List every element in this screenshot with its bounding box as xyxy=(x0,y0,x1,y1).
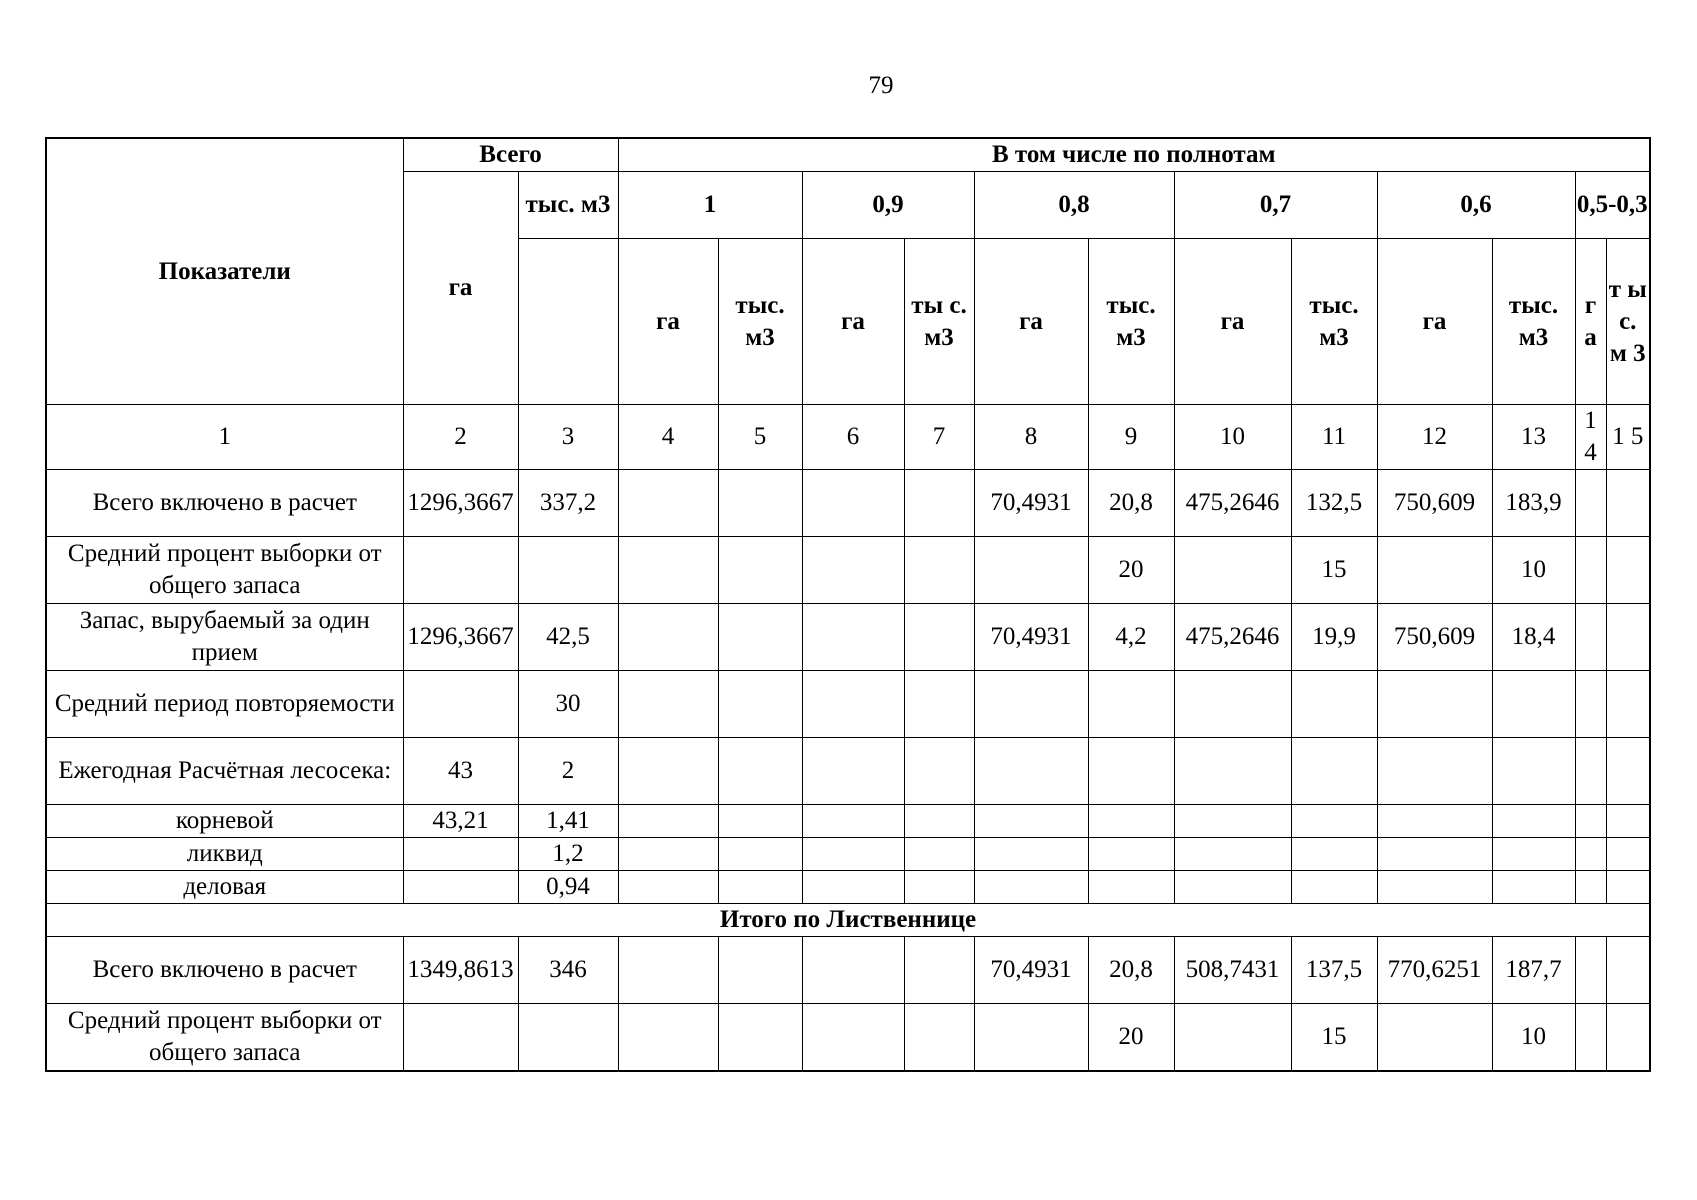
header-indicators: Показатели xyxy=(46,138,403,405)
table-cell xyxy=(904,738,974,805)
header-ha: га xyxy=(974,239,1088,405)
header-ha: га xyxy=(1174,239,1291,405)
row-label: Средний процент выборки от общего запаса xyxy=(46,537,403,604)
table-cell xyxy=(1606,937,1650,1004)
header-density-1: 1 xyxy=(618,172,802,239)
table-cell: 43 xyxy=(403,738,518,805)
header-total: Всего xyxy=(403,138,618,172)
table-cell xyxy=(403,838,518,871)
table-cell xyxy=(1291,671,1377,738)
table-cell xyxy=(618,871,718,904)
header-m3: ты с. м3 xyxy=(904,239,974,405)
table-cell: 4,2 xyxy=(1088,604,1174,671)
table-cell xyxy=(974,671,1088,738)
table-cell xyxy=(1377,1004,1492,1072)
table-cell: 20,8 xyxy=(1088,937,1174,1004)
column-number-row xyxy=(46,405,1650,470)
table-cell xyxy=(718,805,802,838)
header-empty-cell xyxy=(518,239,618,405)
table-cell: 20 xyxy=(1088,537,1174,604)
header-density-0-8: 0,8 xyxy=(974,172,1174,239)
allowable-cut-table xyxy=(45,137,1651,1072)
table-row xyxy=(46,537,1650,604)
table-cell xyxy=(1575,537,1606,604)
table-cell xyxy=(618,604,718,671)
column-number: 9 xyxy=(1088,405,1174,470)
table-cell xyxy=(618,738,718,805)
header-ha: га xyxy=(1377,239,1492,405)
table-cell xyxy=(1606,805,1650,838)
column-number: 2 xyxy=(403,405,518,470)
table-cell xyxy=(904,470,974,537)
table-cell: 2 xyxy=(518,738,618,805)
table-cell xyxy=(1606,1004,1650,1072)
table-cell xyxy=(718,671,802,738)
row-label: корневой xyxy=(46,805,403,838)
header-m3: тыс. м3 xyxy=(1291,239,1377,405)
table-cell: 132,5 xyxy=(1291,470,1377,537)
table-cell xyxy=(618,838,718,871)
table-cell xyxy=(1575,470,1606,537)
table-cell xyxy=(1088,738,1174,805)
table-cell xyxy=(904,604,974,671)
subtotal-row xyxy=(46,904,1650,937)
table-cell: 1,41 xyxy=(518,805,618,838)
table-cell xyxy=(1606,470,1650,537)
table-cell xyxy=(1291,805,1377,838)
table-cell xyxy=(974,738,1088,805)
header-density-0-7: 0,7 xyxy=(1174,172,1377,239)
table-cell: 30 xyxy=(518,671,618,738)
table-cell xyxy=(904,671,974,738)
table-cell xyxy=(1088,805,1174,838)
table-cell: 475,2646 xyxy=(1174,604,1291,671)
row-label: Средний период повторяемости xyxy=(46,671,403,738)
table-cell xyxy=(718,937,802,1004)
table-cell xyxy=(1291,871,1377,904)
header-density-0-5-0-3: 0,5-0,3 xyxy=(1575,172,1650,239)
table-cell xyxy=(1174,871,1291,904)
column-number: 10 xyxy=(1174,405,1291,470)
table-row xyxy=(46,838,1650,871)
table-cell xyxy=(403,537,518,604)
table-cell: 0,94 xyxy=(518,871,618,904)
column-number: 12 xyxy=(1377,405,1492,470)
table-cell xyxy=(802,604,904,671)
table-cell xyxy=(1377,738,1492,805)
header-m3: т ы с. м 3 xyxy=(1606,239,1650,405)
header-density-0-9: 0,9 xyxy=(802,172,974,239)
table-cell xyxy=(802,537,904,604)
table-cell xyxy=(974,805,1088,838)
table-cell xyxy=(618,937,718,1004)
table-cell xyxy=(718,470,802,537)
table-cell xyxy=(1575,1004,1606,1072)
table-cell: 70,4931 xyxy=(974,470,1088,537)
table-row xyxy=(46,671,1650,738)
table-cell: 346 xyxy=(518,937,618,1004)
table-row xyxy=(46,937,1650,1004)
table-cell xyxy=(1575,805,1606,838)
table-cell xyxy=(802,738,904,805)
table-cell xyxy=(1174,805,1291,838)
table-cell xyxy=(904,838,974,871)
table-cell xyxy=(1377,871,1492,904)
table-cell: 20 xyxy=(1088,1004,1174,1072)
subtotal-label: Итого по Лиственнице xyxy=(46,904,1650,937)
table-cell xyxy=(802,671,904,738)
table-cell: 15 xyxy=(1291,1004,1377,1072)
column-number: 4 xyxy=(618,405,718,470)
column-number: 1 xyxy=(46,405,403,470)
table-cell: 750,609 xyxy=(1377,470,1492,537)
header-total-m3: тыс. м3 xyxy=(518,172,618,239)
table-cell xyxy=(974,1004,1088,1072)
table-row xyxy=(46,1004,1650,1072)
column-number: 7 xyxy=(904,405,974,470)
table-cell: 508,7431 xyxy=(1174,937,1291,1004)
header-density-0-6: 0,6 xyxy=(1377,172,1575,239)
table-cell xyxy=(403,1004,518,1072)
table-cell xyxy=(618,537,718,604)
table-cell xyxy=(904,1004,974,1072)
table-cell xyxy=(1174,1004,1291,1072)
header-row-1 xyxy=(46,138,1650,172)
table-cell xyxy=(1606,738,1650,805)
table-cell xyxy=(1492,838,1575,871)
table-cell: 137,5 xyxy=(1291,937,1377,1004)
table-cell xyxy=(518,537,618,604)
header-ha: га xyxy=(802,239,904,405)
table-cell xyxy=(1575,671,1606,738)
table-cell xyxy=(802,838,904,871)
page-number: 79 xyxy=(868,72,894,99)
table-cell xyxy=(974,537,1088,604)
header-by-density: В том числе по полнотам xyxy=(618,138,1650,172)
table-cell xyxy=(1492,671,1575,738)
table-cell xyxy=(1575,604,1606,671)
table-cell xyxy=(618,470,718,537)
table-cell xyxy=(1606,671,1650,738)
table-cell xyxy=(1492,871,1575,904)
table-cell xyxy=(1174,738,1291,805)
row-label: Средний процент выборки от общего запаса xyxy=(46,1004,403,1072)
table-cell xyxy=(1606,604,1650,671)
column-number: 6 xyxy=(802,405,904,470)
table-cell xyxy=(802,871,904,904)
table-cell xyxy=(1575,937,1606,1004)
column-number: 8 xyxy=(974,405,1088,470)
table-cell xyxy=(974,838,1088,871)
table-cell xyxy=(1088,838,1174,871)
table-cell xyxy=(1575,838,1606,871)
table-cell xyxy=(1492,805,1575,838)
table-row xyxy=(46,470,1650,537)
table-cell: 1296,3667 xyxy=(403,470,518,537)
table-cell xyxy=(802,805,904,838)
header-m3: тыс. м3 xyxy=(1088,239,1174,405)
table-row xyxy=(46,738,1650,805)
table-cell: 42,5 xyxy=(518,604,618,671)
table-cell xyxy=(1174,671,1291,738)
header-ha: г а xyxy=(1575,239,1606,405)
table-cell xyxy=(1606,537,1650,604)
table-cell: 770,6251 xyxy=(1377,937,1492,1004)
table-cell: 70,4931 xyxy=(974,604,1088,671)
table-cell xyxy=(718,1004,802,1072)
table-cell xyxy=(718,871,802,904)
table-cell xyxy=(1377,838,1492,871)
table-cell: 70,4931 xyxy=(974,937,1088,1004)
table-cell xyxy=(1575,871,1606,904)
column-number: 11 xyxy=(1291,405,1377,470)
table-cell xyxy=(904,871,974,904)
header-ha: га xyxy=(618,239,718,405)
table-cell xyxy=(403,671,518,738)
table-cell: 1349,8613 xyxy=(403,937,518,1004)
column-number: 1 5 xyxy=(1606,405,1650,470)
column-number: 3 xyxy=(518,405,618,470)
column-number: 1 4 xyxy=(1575,405,1606,470)
table-cell: 337,2 xyxy=(518,470,618,537)
table-cell xyxy=(718,838,802,871)
table-cell xyxy=(974,871,1088,904)
table-cell: 15 xyxy=(1291,537,1377,604)
table-cell xyxy=(904,537,974,604)
table-cell xyxy=(618,671,718,738)
table-cell xyxy=(718,738,802,805)
table-cell: 18,4 xyxy=(1492,604,1575,671)
table-cell: 20,8 xyxy=(1088,470,1174,537)
table-cell xyxy=(802,470,904,537)
table-cell: 10 xyxy=(1492,537,1575,604)
header-total-ha: га xyxy=(403,172,518,405)
table-cell xyxy=(1174,838,1291,871)
table-cell xyxy=(802,937,904,1004)
table-cell xyxy=(1291,838,1377,871)
table-cell xyxy=(718,604,802,671)
table-cell xyxy=(518,1004,618,1072)
table-cell xyxy=(1606,871,1650,904)
table-row xyxy=(46,604,1650,671)
table-cell: 1,2 xyxy=(518,838,618,871)
table-cell: 1296,3667 xyxy=(403,604,518,671)
table-cell: 19,9 xyxy=(1291,604,1377,671)
table-cell xyxy=(802,1004,904,1072)
table-cell xyxy=(1291,738,1377,805)
table-cell: 187,7 xyxy=(1492,937,1575,1004)
table-cell: 750,609 xyxy=(1377,604,1492,671)
table-cell xyxy=(1606,838,1650,871)
table-cell xyxy=(1377,537,1492,604)
row-label: Ежегодная Расчётная лесосека: xyxy=(46,738,403,805)
table-cell xyxy=(618,805,718,838)
column-number: 5 xyxy=(718,405,802,470)
table-cell xyxy=(1492,738,1575,805)
table-cell xyxy=(904,937,974,1004)
row-label: Запас, вырубаемый за один прием xyxy=(46,604,403,671)
row-label: Всего включено в расчет xyxy=(46,937,403,1004)
row-label: деловая xyxy=(46,871,403,904)
table-cell xyxy=(1174,537,1291,604)
row-label: Всего включено в расчет xyxy=(46,470,403,537)
table-cell xyxy=(1088,671,1174,738)
table-cell: 43,21 xyxy=(403,805,518,838)
table-cell xyxy=(618,1004,718,1072)
table-cell xyxy=(904,805,974,838)
table-cell: 10 xyxy=(1492,1004,1575,1072)
table-cell: 475,2646 xyxy=(1174,470,1291,537)
row-label: ликвид xyxy=(46,838,403,871)
table-cell xyxy=(718,537,802,604)
table-cell xyxy=(1377,671,1492,738)
table-cell xyxy=(1575,738,1606,805)
table-row xyxy=(46,805,1650,838)
table-cell xyxy=(1377,805,1492,838)
table-cell: 183,9 xyxy=(1492,470,1575,537)
table-cell xyxy=(1088,871,1174,904)
header-m3: тыс. м3 xyxy=(1492,239,1575,405)
table-row xyxy=(46,871,1650,904)
column-number: 13 xyxy=(1492,405,1575,470)
table-cell xyxy=(403,871,518,904)
header-m3: тыс. м3 xyxy=(718,239,802,405)
